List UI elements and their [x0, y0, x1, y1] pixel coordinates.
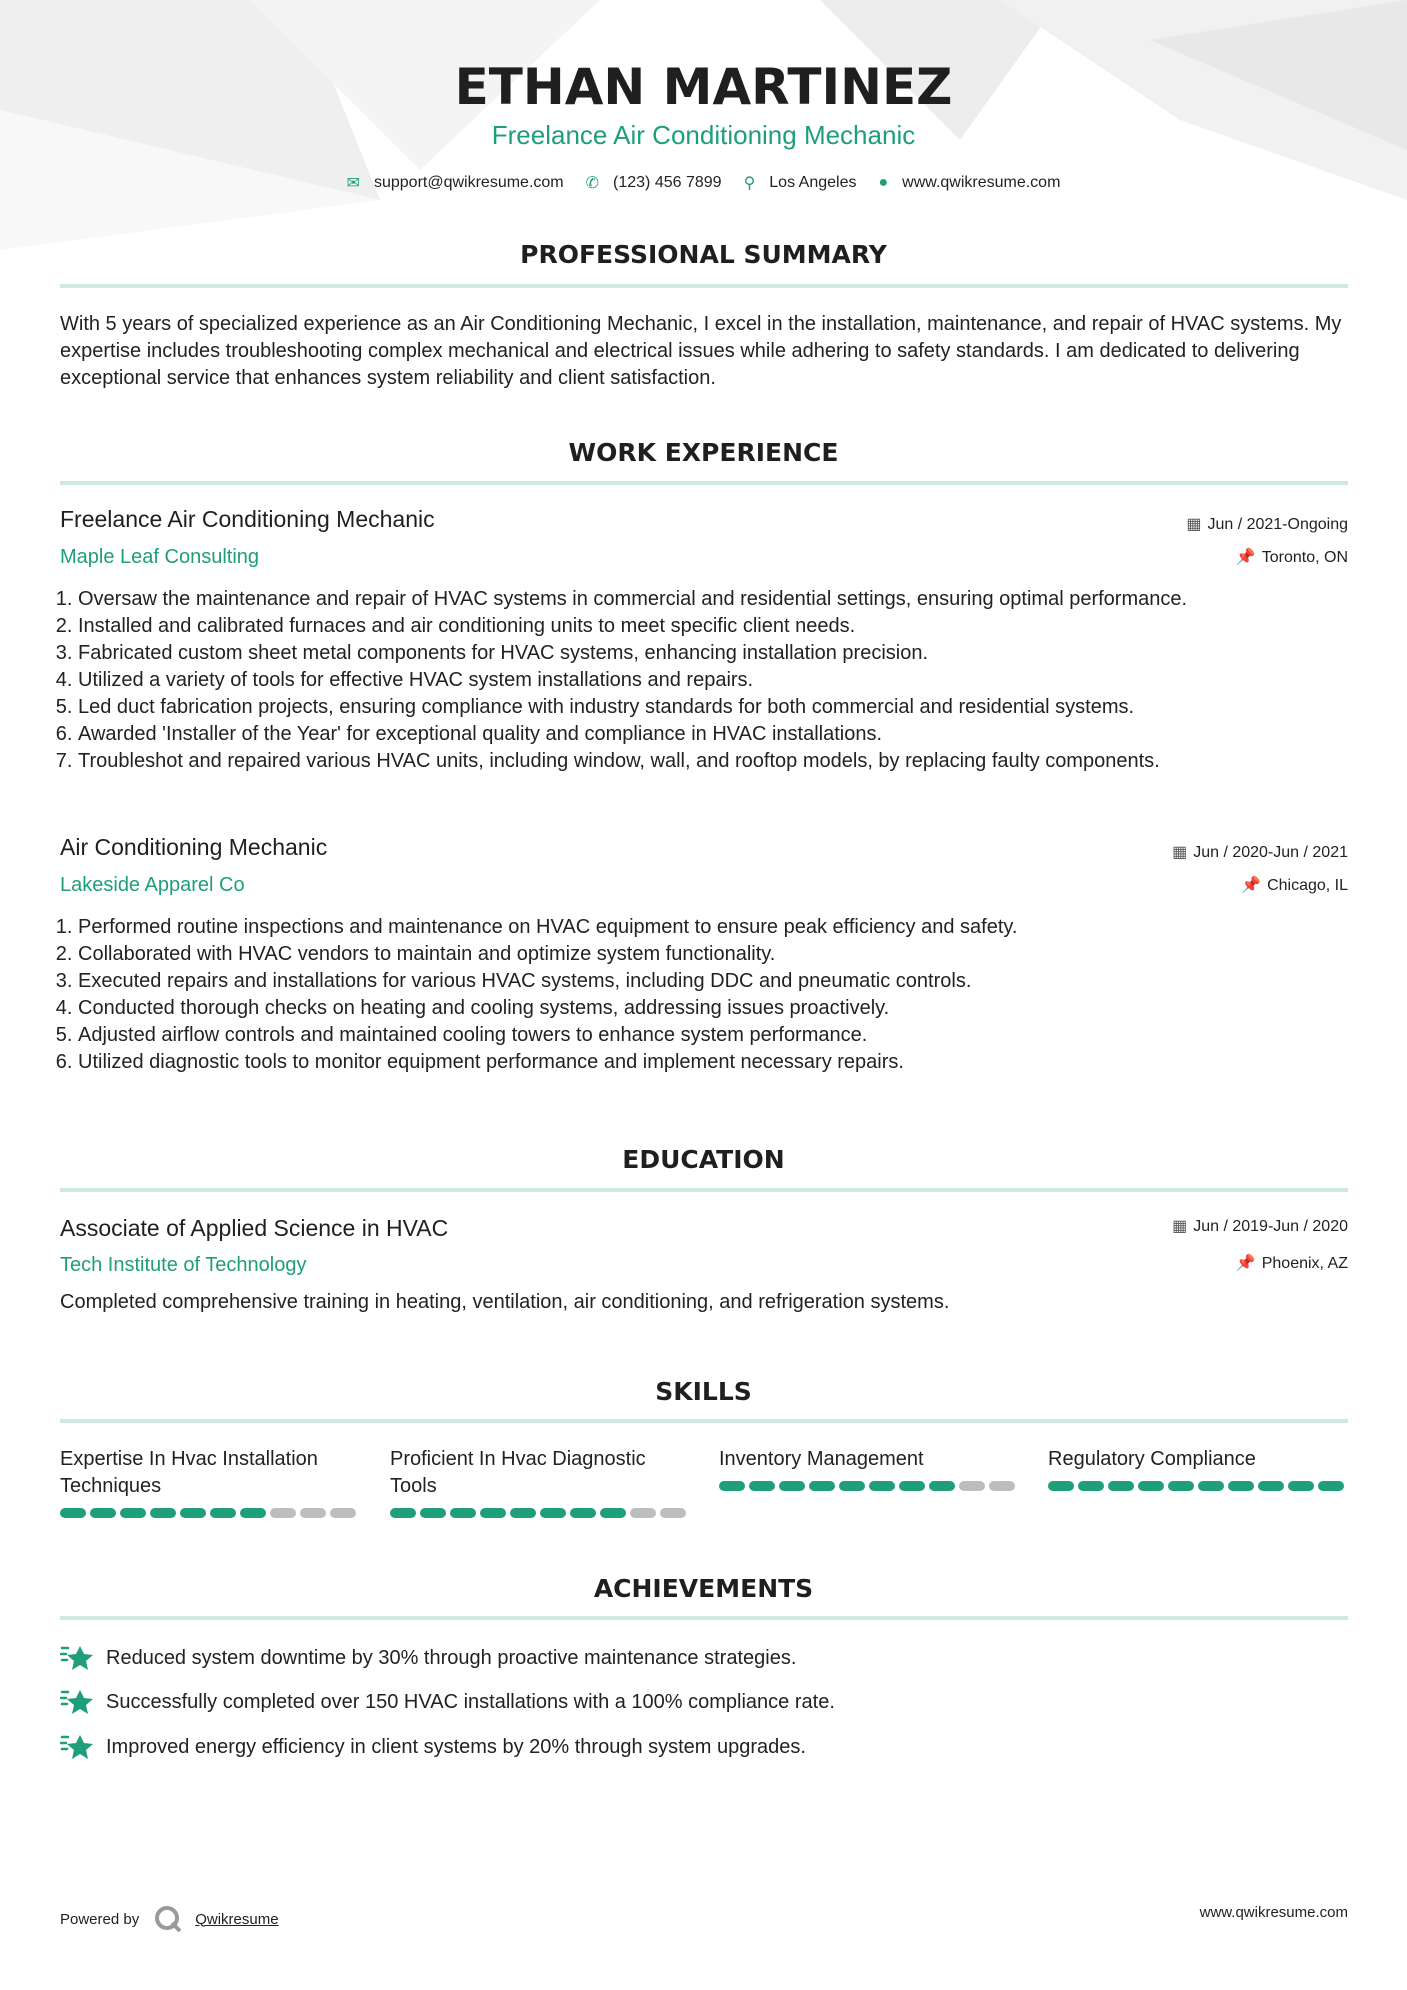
skill-level-segment: [839, 1481, 865, 1491]
skill-level-segment: [719, 1481, 745, 1491]
skill-level-segment: [809, 1481, 835, 1491]
job-bullet: 4. Utilized a variety of tools for effective HVAC system installations and repairs.: [78, 667, 1360, 694]
calendar-icon: ▦: [1172, 1218, 1188, 1235]
qwikresume-logo-icon: [153, 1904, 183, 1934]
skill-level-segment: [150, 1508, 176, 1518]
skill-name: Regulatory Compliance: [1048, 1448, 1256, 1470]
job-bullet: 1. Performed routine inspections and maintenance on HVAC equipment to ensure peak efficiency and safety.: [78, 914, 1360, 941]
skill-level-segment: [1228, 1481, 1254, 1491]
job-date: [1186, 514, 1348, 534]
achievement-text: Reduced system downtime by 30% through proactive maintenance strategies.: [106, 1646, 797, 1669]
skill-level-segment: [1318, 1481, 1344, 1491]
skill-level-segment: [330, 1508, 356, 1518]
calendar-icon: ▦: [1172, 844, 1188, 861]
education-location-text: Phoenix, AZ: [1261, 1255, 1348, 1272]
job-location: [1236, 547, 1348, 567]
skill-item: [390, 1446, 690, 1518]
divider: [60, 284, 1348, 288]
skill-level-segment: [510, 1508, 536, 1518]
footer-powered-by: [60, 1904, 279, 1934]
job-bullet: 6. Awarded 'Installer of the Year' for exceptional quality and compliance in HVAC installations.: [78, 721, 1360, 748]
skill-level-segment: [959, 1481, 985, 1491]
skill-level-segment: [600, 1508, 626, 1518]
contact-location: Los Angeles: [769, 174, 857, 191]
skill-level-segment: [989, 1481, 1015, 1491]
job-location-text: Toronto, ON: [1261, 549, 1348, 566]
skill-name: Inventory Management: [719, 1448, 924, 1470]
skill-level-segment: [300, 1508, 326, 1518]
skill-level-segment: [929, 1481, 955, 1491]
skill-level-segment: [1078, 1481, 1104, 1491]
job-title: Air Conditioning Mechanic: [60, 834, 328, 860]
job-bullet: 5. Led duct fabrication projects, ensuring compliance with industry standards for both commercial and residential systems.: [78, 694, 1360, 721]
job-title: Freelance Air Conditioning Mechanic: [60, 506, 435, 532]
location-pin-icon: ⚲: [743, 175, 756, 192]
skill-level-segment: [240, 1508, 266, 1518]
skill-level-segment: [540, 1508, 566, 1518]
contact-website[interactable]: www.qwikresume.com: [902, 174, 1061, 191]
skill-level-segment: [660, 1508, 686, 1518]
skill-name: Expertise In Hvac Installation Techniques: [60, 1448, 318, 1497]
skill-level-segment: [120, 1508, 146, 1518]
education-description: Completed comprehensive training in heating, ventilation, air conditioning, and refrigeration systems.: [60, 1291, 950, 1313]
phone-icon: ✆: [585, 175, 600, 192]
section-heading-achievements: ACHIEVEMENTS: [593, 1574, 814, 1603]
achievement-item: [60, 1688, 835, 1716]
pin-icon: 📌: [1241, 877, 1262, 894]
skill-name: Proficient In Hvac Diagnostic Tools: [390, 1448, 646, 1497]
job-location-text: Chicago, IL: [1267, 877, 1348, 894]
company-name: Lakeside Apparel Co: [60, 874, 245, 896]
job-bullet: 4. Conducted thorough checks on heating and cooling systems, addressing issues proactively.: [78, 995, 1360, 1022]
education-location: [1236, 1253, 1348, 1273]
divider: [60, 481, 1348, 485]
job-bullets: [60, 914, 1360, 1076]
skill-level-segment: [630, 1508, 656, 1518]
achievement-text: Improved energy efficiency in client systems by 20% through system upgrades.: [106, 1735, 806, 1758]
candidate-title: Freelance Air Conditioning Mechanic: [491, 120, 916, 150]
skill-level-segment: [899, 1481, 925, 1491]
skill-level-segment: [869, 1481, 895, 1491]
contact-email[interactable]: support@qwikresume.com: [373, 174, 564, 191]
job-bullet: 3. Fabricated custom sheet metal components for HVAC systems, enhancing installation precision.: [78, 640, 1360, 667]
skill-level-segment: [1198, 1481, 1224, 1491]
skill-level-bar: [719, 1481, 1019, 1491]
skill-level-bar: [60, 1508, 360, 1518]
summary-text: With 5 years of specialized experience as an Air Conditioning Mechanic, I excel in the installation, maintenance, and repair of HVAC systems. My expertise includes troubleshooting complex mechanical and electrical issues while adhering to safety standards. I am dedicated to delivering exceptional service that enhances system reliability and client satisfaction.: [60, 313, 1342, 389]
skill-level-segment: [749, 1481, 775, 1491]
skill-item: [719, 1446, 1019, 1491]
job-bullet: 2. Installed and calibrated furnaces and air conditioning units to meet specific client needs.: [78, 613, 1360, 640]
divider: [60, 1188, 1348, 1192]
job-bullet: 2. Collaborated with HVAC vendors to maintain and optimize system functionality.: [78, 941, 1360, 968]
skill-level-segment: [180, 1508, 206, 1518]
skill-level-segment: [1258, 1481, 1284, 1491]
skill-level-segment: [270, 1508, 296, 1518]
degree-title: Associate of Applied Science in HVAC: [60, 1215, 449, 1241]
skill-level-segment: [779, 1481, 805, 1491]
job-date-text: Jun / 2021-Ongoing: [1207, 516, 1348, 533]
job-location: [1241, 875, 1348, 895]
globe-icon: ●: [878, 174, 889, 191]
achievement-text: Successfully completed over 150 HVAC installations with a 100% compliance rate.: [106, 1690, 835, 1713]
job-bullet: 7. Troubleshot and repaired various HVAC units, including window, wall, and rooftop models, by replacing faulty components.: [78, 748, 1360, 775]
skill-level-segment: [450, 1508, 476, 1518]
section-heading-education: EDUCATION: [622, 1145, 785, 1174]
job-bullet: 6. Utilized diagnostic tools to monitor equipment performance and implement necessary repairs.: [78, 1049, 1360, 1076]
job-bullet: 1. Oversaw the maintenance and repair of HVAC systems in commercial and residential settings, ensuring optimal performance.: [78, 586, 1360, 613]
pin-icon: 📌: [1235, 549, 1256, 566]
section-heading-experience: WORK EXPERIENCE: [568, 438, 839, 467]
skill-level-segment: [90, 1508, 116, 1518]
section-heading-skills: SKILLS: [655, 1377, 752, 1406]
company-name: Maple Leaf Consulting: [60, 546, 260, 568]
achievement-item: [60, 1733, 806, 1761]
skill-level-segment: [1048, 1481, 1074, 1491]
education-date-text: Jun / 2019-Jun / 2020: [1193, 1218, 1348, 1235]
calendar-icon: ▦: [1186, 516, 1202, 533]
skill-level-bar: [390, 1508, 690, 1518]
candidate-name: ETHAN MARTINEZ: [454, 58, 953, 116]
skill-item: [1048, 1446, 1348, 1491]
job-date-text: Jun / 2020-Jun / 2021: [1193, 844, 1348, 861]
contact-phone: (123) 456 7899: [613, 174, 722, 191]
star-award-icon: [60, 1644, 94, 1672]
job-bullet: 5. Adjusted airflow controls and maintained cooling towers to enhance system performance.: [78, 1022, 1360, 1049]
job-bullet: 3. Executed repairs and installations for various HVAC systems, including DDC and pneumatic controls.: [78, 968, 1360, 995]
skill-level-segment: [60, 1508, 86, 1518]
email-icon: ✉: [346, 175, 360, 192]
skill-level-segment: [1288, 1481, 1314, 1491]
skill-level-bar: [1048, 1481, 1348, 1491]
skill-level-segment: [420, 1508, 446, 1518]
contact-bar: [0, 173, 1407, 193]
skill-level-segment: [570, 1508, 596, 1518]
divider: [60, 1419, 1348, 1423]
powered-by-label: Powered by: [60, 1910, 140, 1928]
skill-level-segment: [390, 1508, 416, 1518]
footer-website[interactable]: www.qwikresume.com: [1199, 1904, 1348, 1921]
skill-level-segment: [1168, 1481, 1194, 1491]
star-award-icon: [60, 1733, 94, 1761]
education-date: [1172, 1216, 1348, 1236]
star-award-icon: [60, 1688, 94, 1716]
job-date: [1172, 842, 1348, 862]
section-heading-summary: PROFESSIONAL SUMMARY: [520, 240, 887, 269]
skill-level-segment: [1138, 1481, 1164, 1491]
achievement-item: [60, 1644, 796, 1672]
skill-item: [60, 1446, 360, 1518]
job-bullets: [60, 586, 1360, 775]
divider: [60, 1616, 1348, 1620]
school-name: Tech Institute of Technology: [60, 1254, 307, 1276]
skill-level-segment: [480, 1508, 506, 1518]
skill-level-segment: [210, 1508, 236, 1518]
skill-level-segment: [1108, 1481, 1134, 1491]
qwikresume-link[interactable]: Qwikresume: [195, 1910, 279, 1928]
pin-icon: 📌: [1235, 1255, 1256, 1272]
